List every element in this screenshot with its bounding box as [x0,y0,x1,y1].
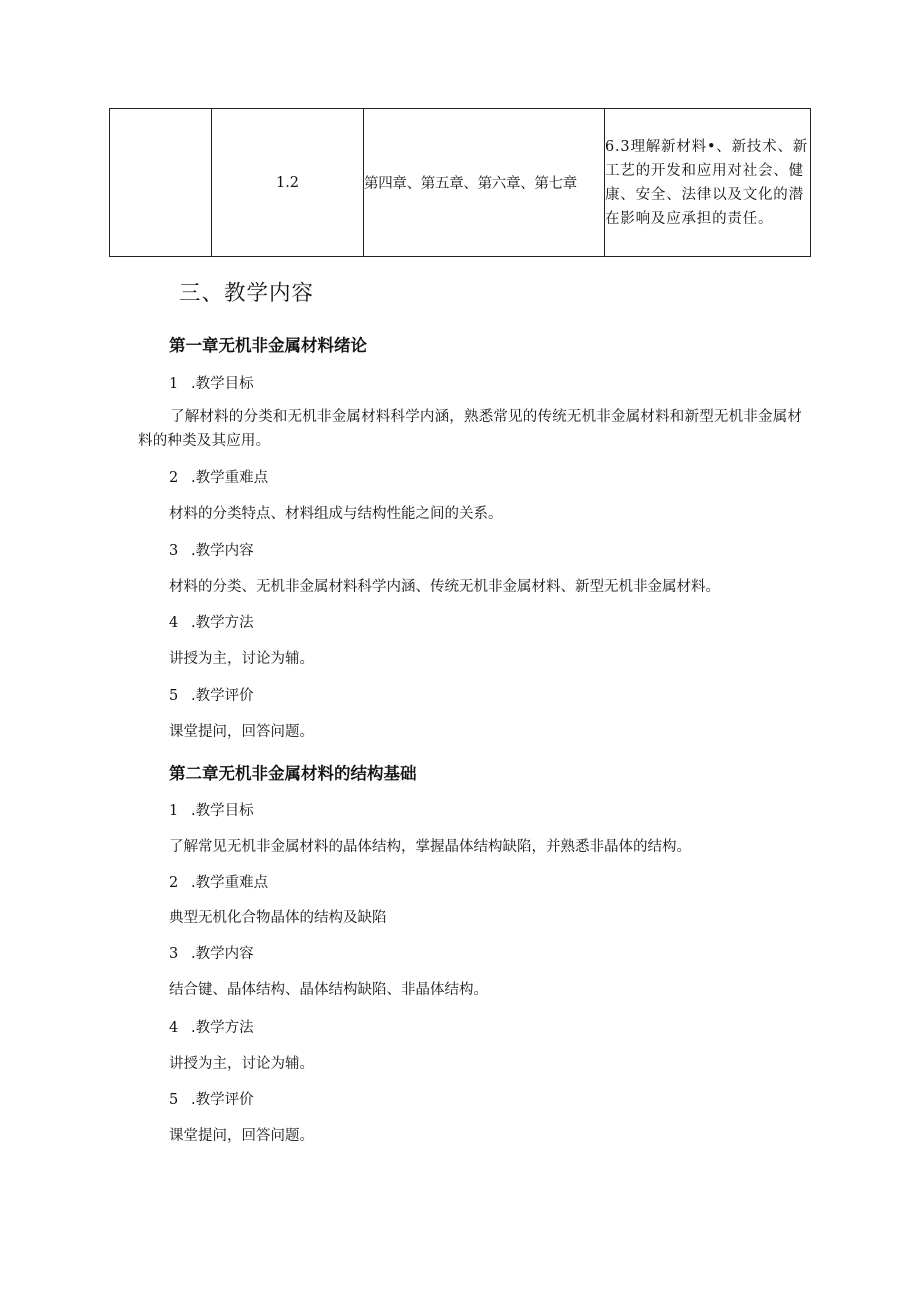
item-label: .教学评价 [191,688,254,704]
item-number: 3 [169,946,179,962]
chapter-1-item-1-heading [169,372,254,393]
item-number: 4 [169,1020,179,1036]
chapter-1-item-5-heading [169,684,254,705]
chapter-1-title: 第一章无机非金属材料绪论 [169,336,367,355]
item-number: 4 [169,615,179,631]
chapter-2-item-4-heading [169,1016,254,1037]
objectives-table [109,108,811,257]
item-number: 5 [169,688,179,704]
chapter-2-item-2-heading [169,871,268,892]
chapter-1-item-2-text: 材料的分类特点、材料组成与结构性能之间的关系。 [169,506,503,522]
item-label: .教学重难点 [191,875,269,891]
item-number: 5 [169,1092,179,1108]
table-cell-objective: 6.3理解新材料•、新技术、新工艺的开发和应用对社会、健康、安全、法律以及文化的潜在影响及应承担的责任。 [605,109,811,257]
chapter-2-item-5-text: 课堂提问，回答问题。 [169,1128,314,1144]
chapter-2-item-5-heading [169,1088,254,1109]
item-number: 1 [169,803,179,819]
item-label: .教学内容 [191,946,254,962]
item-number: 2 [169,470,179,486]
chapter-2-item-1-text: 了解常见无机非金属材料的晶体结构，掌握晶体结构缺陷，并熟悉非晶体的结构。 [169,839,691,855]
item-label: .教学评价 [191,1092,254,1108]
chapter-2-item-3-heading [169,942,254,963]
item-number: 2 [169,875,179,891]
item-number: 1 [169,376,179,392]
item-label: .教学内容 [191,543,254,559]
item-number: 3 [169,543,179,559]
chapter-1-item-4-heading [169,611,254,632]
chapter-2-item-2-text: 典型无机化合物晶体的结构及缺陷 [169,910,387,926]
item-label: .教学目标 [191,376,254,392]
chapter-1-item-4-text: 讲授为主，讨论为辅。 [169,651,314,667]
chapter-2-item-1-heading [169,799,254,820]
chapter-1-item-3-text: 材料的分类、无机非金属材料科学内涵、传统无机非金属材料、新型无机非金属材料。 [169,579,720,595]
table-row [110,109,811,257]
table-cell-blank [110,109,212,257]
item-label: .教学重难点 [191,470,269,486]
chapter-2-item-3-text: 结合键、晶体结构、晶体结构缺陷、非晶体结构。 [169,982,488,998]
chapter-1-item-2-heading [169,466,268,487]
table-cell-chapters: 第四章、第五章、第六章、第七章 [364,109,605,257]
chapter-1-item-5-text: 课堂提问，回答问题。 [169,724,314,740]
item-label: .教学目标 [191,803,254,819]
section-title: 三、教学内容 [179,281,315,306]
chapter-1-item-1-text: 了解材料的分类和无机非金属材料科学内涵，熟悉常见的传统无机非金属材料和新型无机非金属材料的种类及其应用。 [138,409,803,449]
chapter-2-item-4-text: 讲授为主，讨论为辅。 [169,1056,314,1072]
chapter-1-item-3-heading [169,539,254,560]
table-cell-weight: 1.2 [212,109,364,257]
item-label: .教学方法 [191,1020,254,1036]
chapter-2-title: 第二章无机非金属材料的结构基础 [169,764,417,783]
item-label: .教学方法 [191,615,254,631]
